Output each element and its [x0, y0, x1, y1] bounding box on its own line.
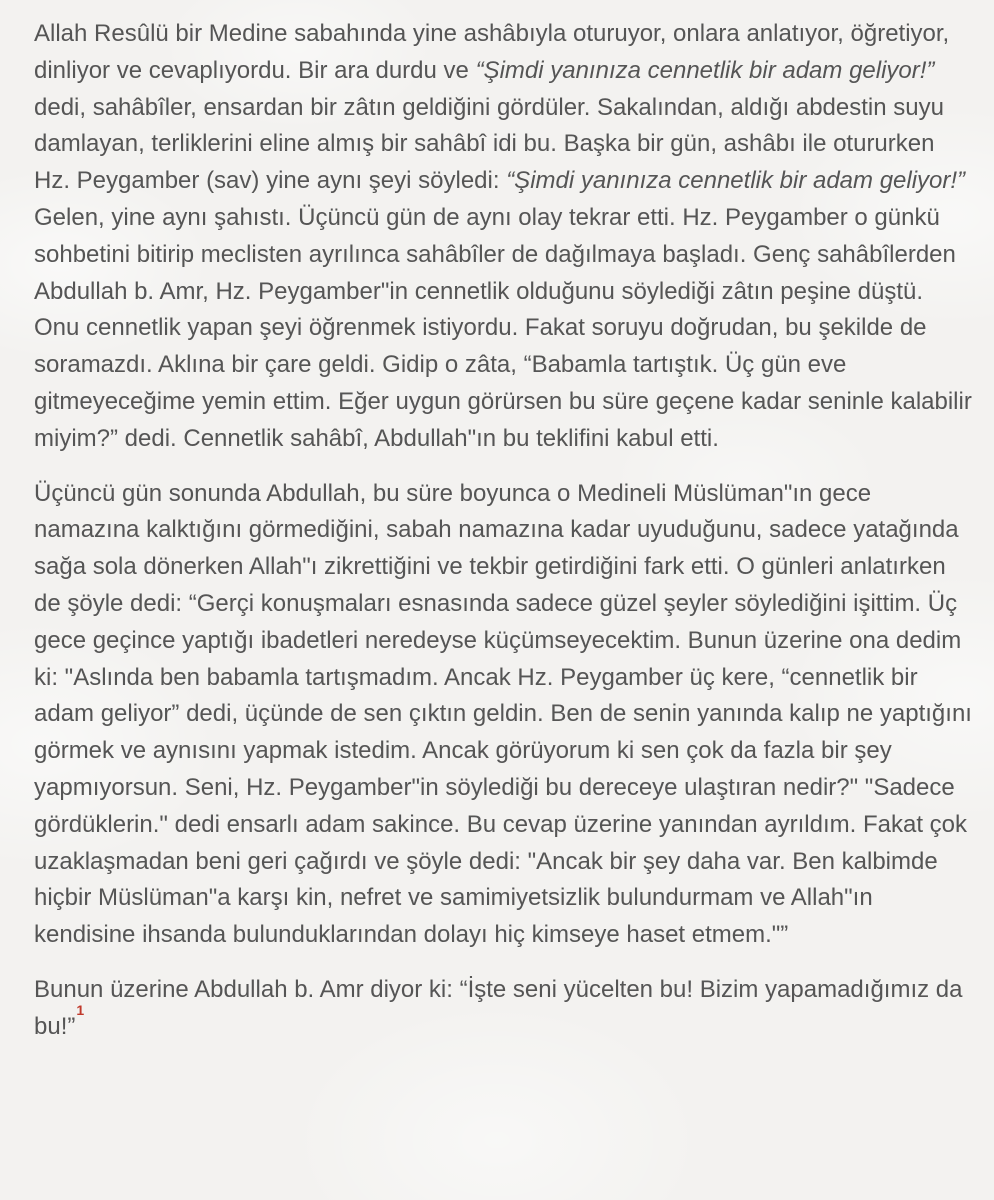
paragraph-2: Üçüncü gün sonunda Abdullah, bu süre boyunca o Medineli Müslüman"ın gece namazına kalktığını görmediğini, sabah namazına kadar uyuduğunu, sadece yatağında sağa sola dönerken Allah"ı zikrettiğini ve tekbir getirdiğini fark etti. O günleri anlatırken de şöyle dedi: “Gerçi konuşmaları esnasında sadece güzel şeyler söylediğini işittim. Üç gece geçince yaptığı ibadetleri neredeyse küçümseyecektim. Bunun üzerine ona dedim ki: "Aslında ben babamla tartışmadım. Ancak Hz. Peygamber üç kere, “cennetlik bir adam geliyor” dedi, üçünde de sen çıktın geldin. Ben de senin yanında kalıp ne yaptığını görmek ve aynısını yapmak istedim. Ancak görüyorum ki sen çok da fazla bir şey yapmıyorsun. Seni, Hz. Peygamber"in söylediği bu dereceye ulaştıran nedir?" "Sadece gördüklerin." dedi ensarlı adam sakince. Bu cevap üzerine yanından ayrıldım. Fakat çok uzaklaşmadan beni geri çağırdı ve şöyle dedi: "Ancak bir şey daha var. Ben kalbimde hiçbir Müslüman"a karşı kin, nefret ve samimiyetsizlik bulundurmam ve Allah"ın kendisine ihsanda bulunduklarından dolayı hiç kimseye haset etmem."”: [34, 479, 972, 949]
footnote-link[interactable]: 1: [76, 1001, 85, 1018]
paragraph-3: [34, 972, 974, 1046]
paragraph-1-text-2: dedi, sahâbîler, ensardan bir zâtın geldiğini gördüler. Sakalından, aldığı abdestin suyu damlayan, terliklerini eline almış bir sahâbî idi bu. Başka bir gün, ashâbı ile otururken Hz. Peygamber (sav) yine aynı şeyi söyledi:: [34, 93, 944, 195]
paragraph-1: [34, 16, 974, 458]
quote-1: “Şimdi yanınıza cennetlik bir adam geliyor!”: [475, 56, 935, 84]
paragraph-3-text: Bunun üzerine Abdullah b. Amr diyor ki: “İşte seni yücelten bu! Bizim yapamadığımız da bu!”: [34, 975, 963, 1040]
paragraph-1-text-1: Allah Resûlü bir Medine sabahında yine ashâbıyla oturuyor, onlara anlatıyor, öğretiyor, dinliyor ve cevaplıyordu. Bir ara durdu ve: [34, 20, 950, 84]
quote-2: “Şimdi yanınıza cennetlik bir adam geliyor!”: [506, 167, 966, 195]
article-body: [34, 16, 974, 1064]
paragraph-1-text-3: Gelen, yine aynı şahıstı. Üçüncü gün de aynı olay tekrar etti. Hz. Peygamber o günkü sohbetini bitirip meclisten ayrılınca sahâbîler de dağılmaya başladı. Genç sahâbîlerden Abdullah b. Amr, Hz. Peygamber"in cennetlik olduğunu söylediği zâtın peşine düştü. Onu cennetlik yapan şeyi öğrenmek istiyordu. Fakat soruyu doğrudan, bu şekilde de soramazdı. Aklına bir çare geldi. Gidip o zâta, “Babamla tartıştık. Üç gün eve gitmeyeceğime yemin ettim. Eğer uygun görürsen bu süre geçene kadar seninle kalabilir miyim?” dedi. Cennetlik sahâbî, Abdullah"ın bu teklifini kabul etti.: [34, 203, 972, 452]
